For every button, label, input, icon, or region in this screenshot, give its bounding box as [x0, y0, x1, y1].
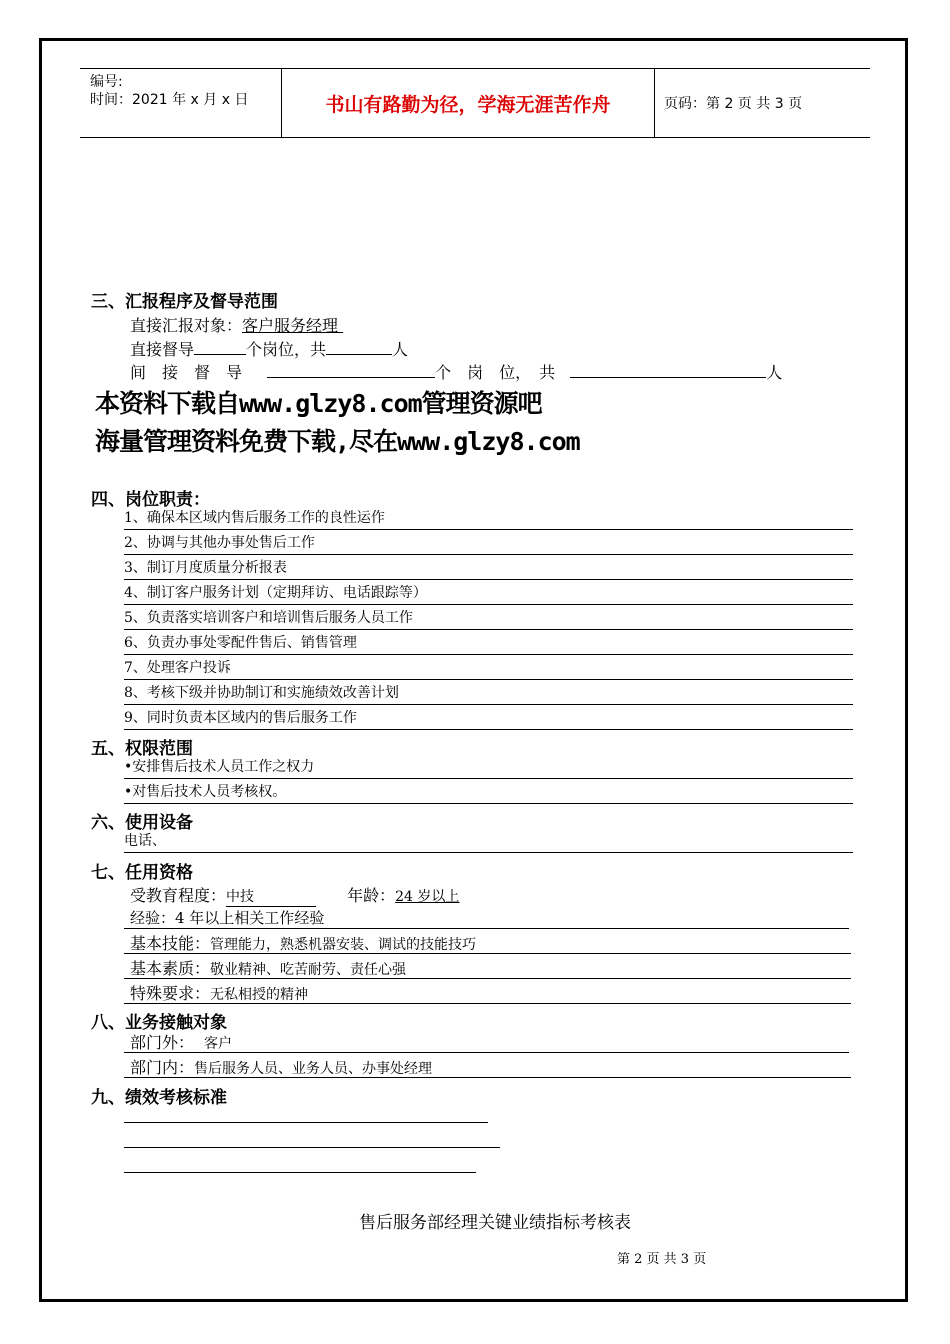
blank-line: [124, 1147, 500, 1148]
experience-row: [124, 906, 849, 929]
quality-value: 敬业精神、吃苦耐劳、责任心强: [210, 962, 407, 978]
report-target: [130, 313, 343, 336]
header-page-label: 页码：第 2 页 共 3 页: [664, 96, 803, 112]
indirect-unit: 人: [766, 363, 783, 382]
indirect-mid: 个 岗 位， 共: [435, 363, 556, 382]
duty-item: 3、制订月度质量分析报表: [124, 558, 853, 580]
duty-item: 5、负责落实培训客户和培训售后服务人员工作: [124, 608, 853, 630]
duty-item: 2、协调与其他办事处售后工作: [124, 533, 853, 555]
section-6-title: 六、使用设备: [91, 813, 193, 833]
blank-line: [124, 1122, 488, 1123]
indirect-blank-1: [267, 363, 435, 378]
section-7-title: 七、任用资格: [91, 863, 193, 883]
duty-item: 7、处理客户投诉: [124, 658, 853, 680]
quality-row: [124, 956, 851, 979]
duty-item: 1、确保本区域内售后服务工作的良性运作: [124, 508, 853, 530]
outside-value: 客户: [204, 1036, 233, 1052]
special-label: 特殊要求：: [130, 984, 211, 1003]
experience-text: 经验：4 年以上相关工作经验: [130, 909, 325, 927]
direct-blank-1: [194, 340, 246, 355]
skill-value: 管理能力，熟悉机器安装、调试的技能技巧: [210, 937, 477, 953]
number-label: 编号:: [90, 74, 123, 90]
duty-item: 8、考核下级并协助制订和实施绩效改善计划: [124, 683, 853, 705]
indirect-label: 间 接 督 导: [130, 363, 243, 382]
duty-item: 9、同时负责本区域内的售后服务工作: [124, 708, 853, 730]
age-value: 24 岁以上: [395, 889, 460, 905]
header-meta: [80, 69, 282, 137]
section-9-title: 九、绩效考核标准: [91, 1088, 227, 1108]
authority-item: •安排售后技术人员工作之权力: [124, 757, 853, 779]
inside-contact-row: [124, 1055, 851, 1078]
skill-label: 基本技能：: [130, 934, 211, 953]
inside-label: 部门内：: [130, 1058, 195, 1077]
section-3-title: 三、汇报程序及督导范围: [91, 292, 278, 312]
report-label: 直接汇报对象：: [130, 316, 243, 335]
indirect-blank-2: [570, 363, 766, 378]
education-value: 中技: [226, 886, 316, 907]
special-row: [124, 981, 851, 1004]
report-value: 客户服务经理: [242, 316, 339, 335]
duty-item: 6、负责办事处零配件售后、销售管理: [124, 633, 853, 655]
section-8-title: 八、业务接触对象: [91, 1013, 227, 1033]
direct-supervision: [130, 337, 408, 360]
education-label: 受教育程度：: [130, 886, 227, 905]
time-label: 时间：2021 年 x 月 x 日: [90, 92, 249, 108]
outside-label: 部门外：: [130, 1033, 195, 1052]
indirect-supervision: [130, 360, 860, 383]
outside-contact-row: [124, 1030, 849, 1053]
page-footer: 第 2 页 共 3 页: [617, 1252, 707, 1267]
direct-mid: 个岗位，共: [246, 340, 327, 359]
download-notice-line-2: 海量管理资料免费下载,尽在www.glzy8.com: [95, 427, 580, 456]
education-row: [130, 883, 459, 907]
inside-value: 售后服务人员、业务人员、办事处经理: [194, 1061, 433, 1077]
download-notice-line-1: 本资料下载自www.glzy8.com管理资源吧: [95, 389, 542, 418]
quality-label: 基本素质：: [130, 959, 211, 978]
blank-line: [124, 1172, 476, 1173]
authority-item: •对售后技术人员考核权。: [124, 782, 853, 804]
age-label: 年龄：: [347, 886, 396, 905]
section-4-title: 四、岗位职责：: [91, 490, 210, 510]
header-motto: 书山有路勤为径，学海无涯苦作舟: [282, 69, 655, 137]
direct-blank-2: [326, 340, 392, 355]
duty-item: 4、制订客户服务计划（定期拜访、电话跟踪等）: [124, 583, 853, 605]
direct-unit: 人: [392, 340, 409, 359]
section-5-title: 五、权限范围: [91, 739, 193, 759]
special-value: 无私相授的精神: [210, 987, 309, 1003]
direct-label: 直接督导: [130, 340, 195, 359]
table-title: 售后服务部经理关键业绩指标考核表: [359, 1213, 631, 1233]
document-header: [80, 68, 870, 138]
skill-row: [124, 931, 851, 954]
equipment-value: 电话、: [124, 831, 853, 853]
